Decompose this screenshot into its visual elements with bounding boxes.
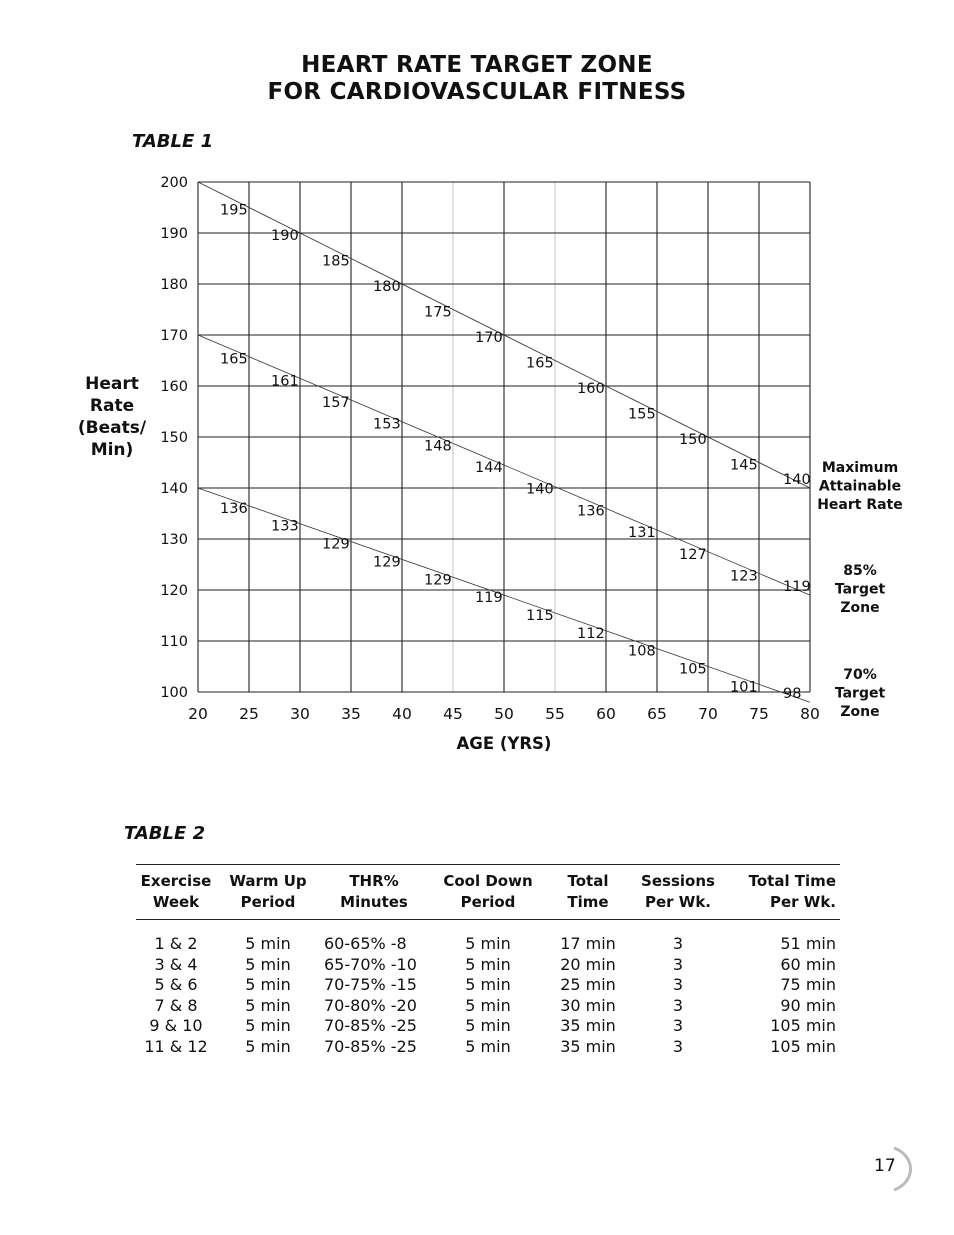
column-header: Total Time Per Wk. [728,865,840,920]
data-label: 150 [679,432,707,448]
table-row [136,1037,840,1058]
table-cell: 105 min [770,1036,836,1056]
table-cell: 60 min [780,954,836,974]
data-label: 133 [271,518,299,535]
data-label: 108 [628,643,656,660]
table-cell: 5 min [465,995,511,1015]
data-label: 161 [271,373,299,390]
table-cell: 5 min [465,1036,511,1056]
column-header: Total Time [548,865,628,920]
table-cell: 5 min [465,934,511,953]
series-name-line: 70% [843,667,877,683]
x-tick-label: 70 [698,705,718,723]
table-row [136,1016,840,1037]
table-row [136,975,840,996]
title-line-1: HEART RATE TARGET ZONE [301,52,653,78]
table-cell: 3 [672,1036,684,1056]
data-label: 105 [679,661,707,678]
data-label: 144 [475,460,503,477]
data-label: 148 [424,438,452,455]
y-tick-label: 120 [160,583,188,599]
column-header: Sessions Per Wk. [628,865,728,920]
table-cell: 35 min [560,1036,616,1056]
table-cell: 17 min [560,934,616,953]
x-tick-label: 65 [647,705,667,723]
page-curl-decoration [890,1146,914,1192]
series-name-line: Target [834,581,886,598]
table-cell: 9 & 10 [149,1016,203,1036]
table-cell: 105 min [770,1016,836,1036]
data-label: 185 [322,253,350,270]
data-label: 115 [526,607,554,624]
series-name-line: 85% [843,563,877,579]
y-tick-label: 130 [160,532,188,548]
table-cell: 1 & 2 [154,934,198,953]
table-cell: 5 min [245,1016,291,1036]
data-label: 140 [526,481,554,498]
x-tick-label: 80 [800,705,820,723]
y-axis-title-line: Rate [89,396,135,416]
data-label: 160 [577,381,605,397]
data-label: 165 [526,355,554,372]
title-line-2: FOR CARDIOVASCULAR FITNESS [267,79,687,105]
data-label: 129 [424,572,452,589]
table-header-row [136,865,840,920]
table-cell: 11 & 12 [144,1036,208,1056]
table-cell: 5 min [465,975,511,995]
table-cell: 70-75% -15 [324,975,417,995]
x-tick-label: 55 [545,705,565,723]
y-axis-title-line: Heart [85,374,139,394]
data-label: 127 [679,546,707,563]
table-cell: 25 min [560,975,616,995]
table-cell: 75 min [780,975,836,995]
data-label: 131 [628,525,656,542]
table-cell: 3 [672,954,684,974]
data-label: 123 [730,568,758,585]
x-tick-label: 30 [290,705,310,723]
data-label: 112 [577,625,605,642]
data-label: 180 [373,279,401,295]
x-tick-label: 50 [494,705,514,723]
data-label: 153 [373,416,401,433]
page-number: 17 [874,1156,896,1176]
data-label: 145 [730,457,758,474]
x-tick-label: 40 [392,705,412,723]
data-label: 129 [322,536,350,553]
series-name-line: Maximum [821,460,899,476]
y-axis-title-line: (Beats/ [77,418,147,438]
data-label: 119 [783,579,811,596]
table-cell: 60-65% -8 [324,934,407,953]
series-name-line: Heart Rate [817,497,903,513]
data-label: 98 [783,686,802,703]
table-cell: 5 min [465,954,511,974]
data-label: 195 [220,202,248,219]
data-label: 140 [783,472,811,488]
y-axis-title-line: Min) [90,440,134,460]
y-tick-label: 140 [160,481,188,497]
table-cell: 70-85% -25 [324,1036,417,1056]
data-label: 101 [730,679,758,696]
y-tick-label: 190 [160,226,188,242]
x-tick-label: 25 [239,705,259,723]
table-row [136,920,840,955]
y-tick-label: 100 [160,685,188,701]
data-label: 157 [322,395,350,412]
series-name-line: Zone [840,704,880,720]
table-cell: 35 min [560,1016,616,1036]
table-cell: 51 min [780,934,836,953]
y-tick-label: 150 [160,430,188,446]
data-label: 190 [271,228,299,244]
column-header: THR% Minutes [320,865,428,920]
table-cell: 3 [672,975,684,995]
data-label: 170 [475,330,503,346]
table-cell: 5 min [245,1036,291,1056]
series-name-line: Attainable [818,478,902,495]
series-name-line: Zone [840,600,880,616]
table-cell: 20 min [560,954,616,974]
data-label: 175 [424,304,452,321]
data-label: 119 [475,590,503,607]
x-tick-label: 75 [749,705,769,723]
table-cell: 5 min [245,995,291,1015]
data-label: 165 [220,351,248,368]
table1-label: TABLE 1 [132,131,214,152]
table-cell: 3 [672,1016,684,1036]
table-cell: 65-70% -10 [324,954,417,974]
table-cell: 70-85% -25 [324,1016,417,1036]
table-cell: 5 min [245,934,291,953]
data-label: 155 [628,406,656,423]
y-tick-label: 200 [160,175,188,191]
table2-label: TABLE 2 [124,823,206,844]
data-label: 136 [577,503,605,520]
table-cell: 5 min [245,954,291,974]
x-axis-title: AGE (YRS) [456,734,552,753]
x-tick-label: 60 [596,705,616,723]
table-cell: 5 & 6 [154,975,198,995]
table-body [136,920,840,1058]
y-tick-label: 160 [160,379,188,395]
table-cell: 5 min [245,975,291,995]
x-tick-label: 45 [443,705,463,723]
data-label: 129 [373,554,401,571]
table-cell: 90 min [780,995,836,1015]
y-tick-label: 110 [160,634,188,650]
x-tick-label: 20 [188,705,208,723]
data-label: 136 [220,500,248,517]
column-header: Warm Up Period [216,865,320,920]
series-name-line: Target [834,685,886,702]
table-row [136,955,840,976]
column-header: Exercise Week [136,865,216,920]
y-tick-label: 180 [160,277,188,293]
y-tick-label: 170 [160,328,188,344]
table-cell: 3 [672,995,684,1015]
table-cell: 3 [672,934,684,953]
x-tick-label: 35 [341,705,361,723]
column-header: Cool Down Period [428,865,548,920]
table-row [136,996,840,1017]
table-cell: 3 & 4 [154,954,198,974]
table-cell: 70-80% -20 [324,995,417,1015]
table-cell: 7 & 8 [154,995,198,1015]
exercise-schedule-table [136,864,840,1058]
table-cell: 5 min [465,1016,511,1036]
table-cell: 30 min [560,995,616,1015]
